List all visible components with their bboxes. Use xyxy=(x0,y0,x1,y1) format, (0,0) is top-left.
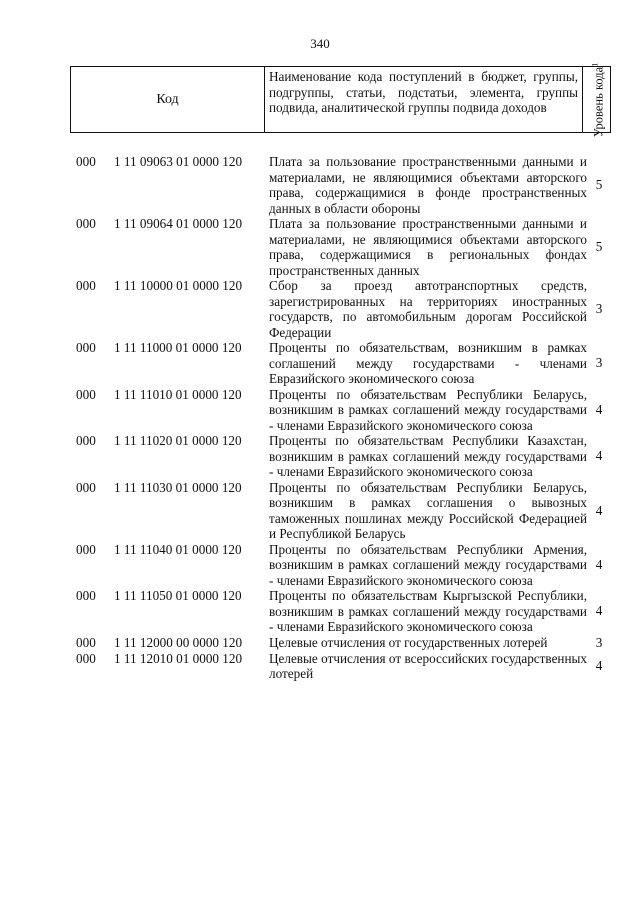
row-code: 1 11 10000 01 0000 120 xyxy=(114,278,243,293)
row-admin: 000 xyxy=(76,634,96,650)
row-level: 3 xyxy=(595,355,603,371)
row-name: Проценты по обязательствам Кыргызской Республики, возникшим в рамках соглашений между государствами - членами Евразийского экономического союза xyxy=(269,588,587,634)
table-row xyxy=(76,216,611,278)
row-name: Плата за пользование пространственными данными и материалами, не являющимися объектами авторского права, содержащимися в региональных фондах пространственных данных xyxy=(269,216,587,278)
row-admin: 000 xyxy=(76,154,96,169)
table-row xyxy=(76,635,611,651)
row-name: Проценты по обязательствам Республики Беларусь, возникшим в рамках соглашения о вывозных таможенных пошлинах между Российской Федерацией и Республикой Беларусь xyxy=(269,479,587,541)
row-name: Проценты по обязательствам Республики Беларусь, возникшим в рамках соглашений между государствами - членами Евразийского экономического союза xyxy=(269,386,587,433)
row-code: 1 11 11030 01 0000 120 xyxy=(114,479,242,495)
row-name: Плата за пользование пространственными данными и материалами, не являющимися объектами авторского права, содержащимися в фонде пространственных данных в области обороны xyxy=(269,154,587,216)
row-level: 4 xyxy=(595,401,603,417)
row-name: Проценты по обязательствам Республики Армения, возникшим в рамках соглашений между государствами - членами Евразийского экономического союза xyxy=(269,541,587,588)
row-name: Целевые отчисления от государственных лотерей xyxy=(269,634,548,650)
row-name: Проценты по обязательствам, возникшим в рамках соглашений между государствами - членами Евразийского экономического союза xyxy=(269,340,587,386)
table-row xyxy=(76,480,611,542)
row-level: 3 xyxy=(595,634,603,650)
row-level: 4 xyxy=(595,448,603,464)
row-level: 4 xyxy=(595,603,603,619)
row-admin: 000 xyxy=(76,479,96,495)
table-row xyxy=(76,651,611,682)
row-code: 1 11 11020 01 0000 120 xyxy=(114,433,242,448)
table-row xyxy=(76,542,611,589)
header-code: Код xyxy=(71,67,265,132)
row-name: Целевые отчисления от всероссийских государственных лотерей xyxy=(269,650,587,681)
row-code: 1 11 11050 01 0000 120 xyxy=(114,588,242,603)
header-level xyxy=(583,62,610,137)
row-admin: 000 xyxy=(76,386,96,402)
row-name: Сбор за проезд автотранспортных средств, зарегистрированных на территориях иностранных государств, по автомобильным дорогам Российской Федерации xyxy=(269,278,587,340)
table-row xyxy=(76,154,611,216)
table-row xyxy=(76,278,611,340)
row-code: 1 11 09063 01 0000 120 xyxy=(114,154,243,169)
table-body xyxy=(76,154,611,682)
table-row xyxy=(76,387,611,434)
row-code: 1 11 12000 00 0000 120 xyxy=(114,634,243,650)
row-code: 1 11 09064 01 0000 120 xyxy=(114,216,243,231)
row-code: 1 11 12010 01 0000 120 xyxy=(114,650,243,666)
row-code: 1 11 11040 01 0000 120 xyxy=(114,541,242,557)
table-row xyxy=(76,340,611,387)
row-admin: 000 xyxy=(76,541,96,557)
header-level-text xyxy=(589,62,604,136)
header-level-label: Уровень кода xyxy=(591,66,606,137)
table-row xyxy=(76,588,611,635)
row-level: 5 xyxy=(595,177,603,192)
row-level: 5 xyxy=(595,239,603,254)
header-level-footnote: 1 xyxy=(589,62,599,67)
row-name: Проценты по обязательствам Республики Казахстан, возникшим в рамках соглашений между государствами - членами Евразийского экономического союза xyxy=(269,433,587,479)
row-code: 1 11 11010 01 0000 120 xyxy=(114,386,242,402)
row-admin: 000 xyxy=(76,278,96,293)
row-admin: 000 xyxy=(76,216,96,231)
row-level: 3 xyxy=(595,301,603,316)
row-admin: 000 xyxy=(76,650,96,666)
row-admin: 000 xyxy=(76,340,96,355)
row-admin: 000 xyxy=(76,588,96,603)
row-level: 4 xyxy=(595,556,603,572)
row-level: 4 xyxy=(595,658,603,673)
table-row xyxy=(76,433,611,480)
header-name: Наименование кода поступлений в бюджет, группы, подгруппы, статьи, подстатьи, элемента, группы подвида, аналитической группы подвида доходов xyxy=(265,67,583,132)
row-code: 1 11 11000 01 0000 120 xyxy=(114,340,242,355)
row-level: 4 xyxy=(595,502,603,518)
page-number: 340 xyxy=(310,36,330,51)
row-admin: 000 xyxy=(76,433,96,448)
table-header xyxy=(70,62,611,137)
